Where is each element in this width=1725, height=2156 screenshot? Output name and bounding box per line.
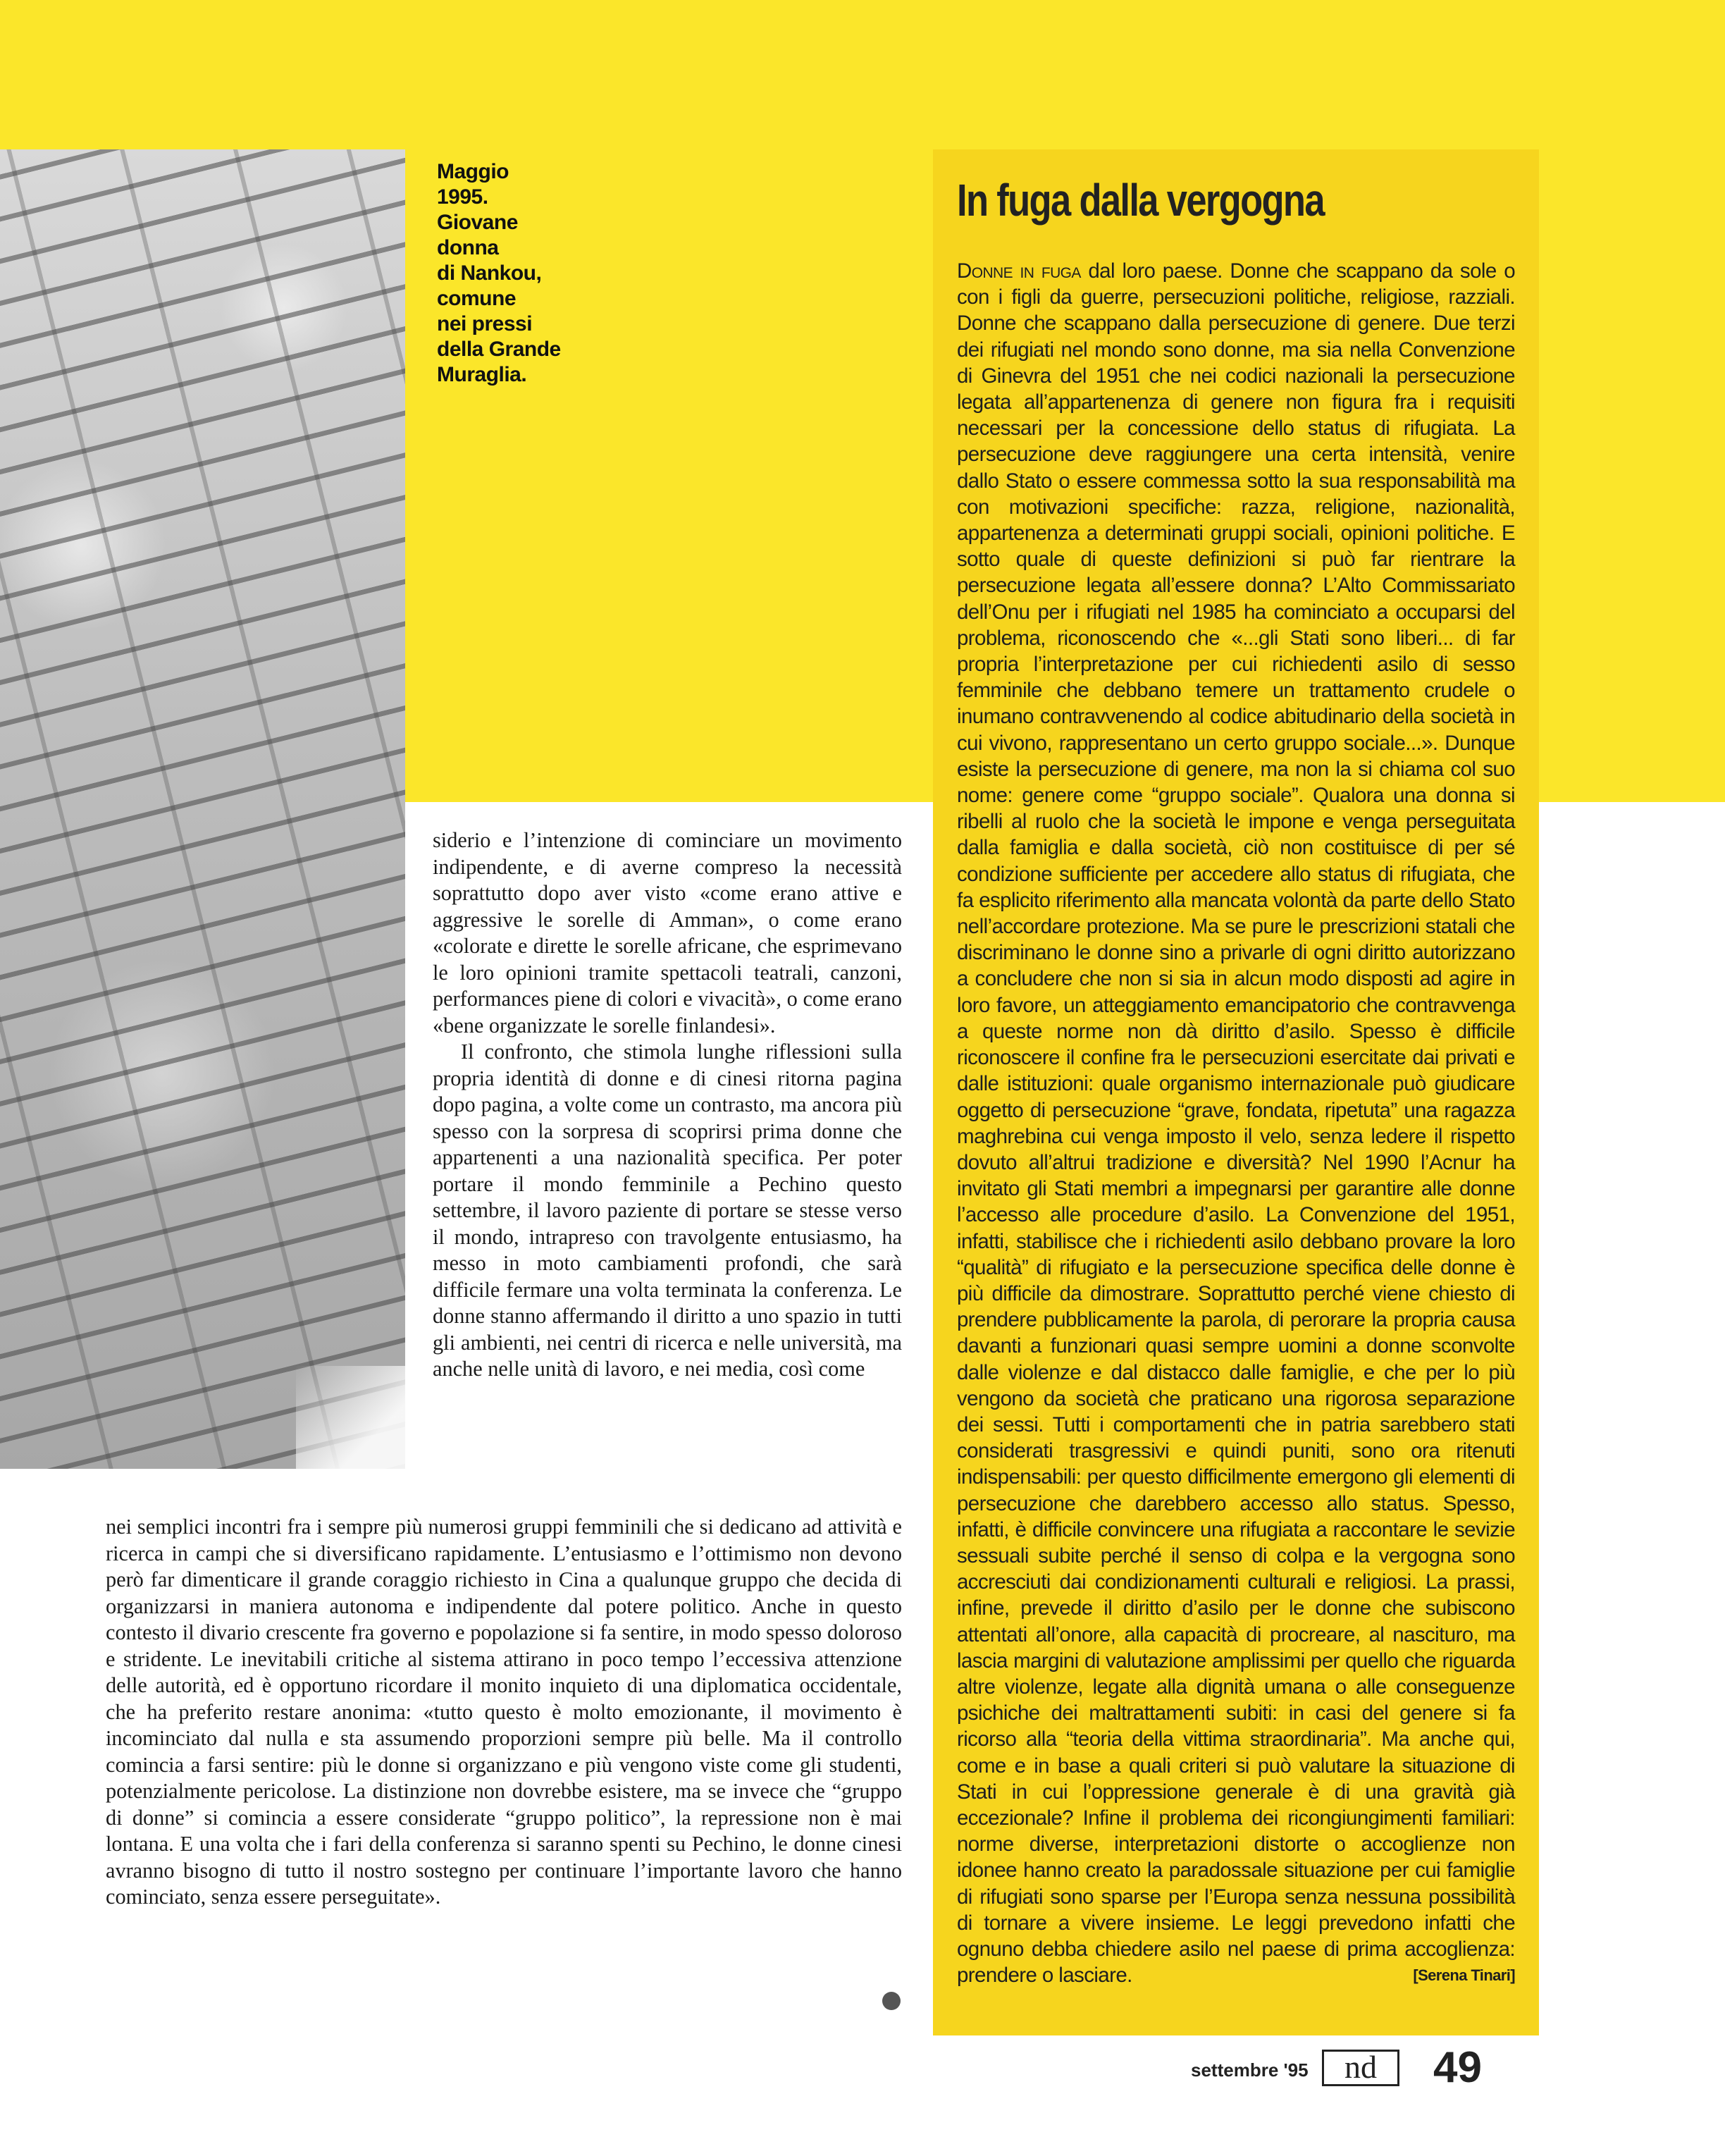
page-number: 49	[1433, 2043, 1482, 2092]
caption-line: Maggio	[437, 160, 509, 183]
sidebar-body	[957, 258, 1515, 1988]
sidebar-box	[933, 149, 1539, 2035]
article-paragraph-2-continued: nei semplici incontri fra i sempre più numerosi gruppi femminili che si dedicano ad attività e ricerca in campi che si diversificano rapidamente. L’entusiasmo e l’ottimismo non devono però far dimenticare il grande coraggio richiesto in Cina a qualunque gruppo che decida di organizzarsi in maniera autonoma e indipendente dal potere politico. Anche in questo contesto il divario crescente fra governo e popolazione si fa sentire, in modo spesso doloroso e stridente. Le inevitabili critiche al sistema attirano in poco tempo l’eccessiva attenzione delle autorità, ed è opportuno ricordare il monito inquieto di una diplomatica occidentale, che ha preferito restare anonima: «tutto questo è molto emozionante, il movimento è incominciato dal nulla e sta assumendo proporzioni sempre più belle. Ma il controllo comincia a farsi sentire: più le donne si organizzano e più vengono viste come gli studenti, potenzialmente pericolose. La distinzione non dovrebbe esistere, ma se invece che “gruppo di donne” si comincia a essere considerate “gruppo politico”, la repressione non è mai lontana. E una volta che i fari della conferenza si saranno spenti su Pechino, le donne cinesi avranno bisogno di tutto il nostro sostegno per continuare l’importante lavoro che hanno cominciato, senza essere perseguitate».	[106, 1515, 902, 1909]
caption-line: nei pressi	[437, 312, 533, 335]
caption-line: comune	[437, 287, 517, 310]
article-column	[433, 827, 902, 1383]
article-paragraph-2: Il confronto, che stimola lunghe riflessioni sulla propria identità di donne e di cinesi ritorna pagina dopo pagina, a volte come un contrasto, ma ancora più spesso con la sorpresa di scoprirsi prima donne che appartenenti a una nazionalità specifica. Per poter portare il mondo femminile a Pechino questo settembre, il lavoro paziente di portare se stesse verso il mondo, intrapreso con travolgente entusiasmo, ha messo in moto cambiamenti profondi, che sarà difficile fermare una volta terminata la conferenza. Le donne stanno affermando il diritto a uno spazio in tutti gli ambienti, nei centri di ricerca e nelle università, ma anche nelle unità di lavoro, e nei media, così come	[433, 1040, 902, 1381]
brick-wall-photo	[0, 149, 405, 1469]
article-paragraph-1: siderio e l’intenzione di cominciare un movimento indipendente, e di averne compreso la necessità soprattutto dopo aver visto «come erano attive e aggressive le sorelle di Amman», o come erano «colorate e dirette le sorelle africane, che esprimevano le loro opinioni tramite spettacoli teatrali, canzoni, performances piene di colori e vivacità», o come erano «bene organizzate le sorelle finlandesi».	[433, 828, 902, 1037]
caption-line: Muraglia.	[437, 363, 527, 386]
end-of-article-dot	[882, 1992, 901, 2010]
photo-fade	[296, 1366, 405, 1469]
article-wide-block	[106, 1514, 902, 1911]
caption-line: della Grande	[437, 338, 561, 361]
sidebar-lead: Donne in fuga	[957, 259, 1081, 283]
sidebar-byline: [Serena Tinari]	[1413, 1966, 1515, 1985]
page-footer	[1191, 2044, 1508, 2100]
sidebar-title: In fuga dalla vergogna	[957, 175, 1324, 226]
issue-date: settembre '95	[1191, 2059, 1309, 2081]
photo-caption	[437, 159, 571, 388]
magazine-logo: nd	[1322, 2050, 1399, 2086]
caption-line: donna	[437, 236, 499, 259]
caption-line: Giovane	[437, 211, 518, 234]
caption-line: di Nankou,	[437, 261, 542, 285]
sidebar-text: dal loro paese. Donne che scappano da sole o con i figli da guerre, persecuzioni politiche, religiose, razziali. Donne che scappano dalla persecuzione di genere. Due terzi dei rifugiati nel mondo sono donne, ma sia nella Convenzione di Ginevra del 1951 che nei codici nazionali la persecuzione legata all’appartenenza di genere non figura fra i requisiti necessari per la concessione dello status di rifugiata. La persecuzione deve raggiungere una certa intensità, venire dallo Stato o essere commessa sotto la sua responsabilità ma con motivazioni specifiche: razza, religione, nazionalità, appartenenza a determinati gruppi sociali, opinioni politiche. E sotto quale di queste definizioni si può far rientrare la persecuzione legata all’essere donna? L’Alto Commissariato dell’Onu per i rifugiati nel 1985 ha cominciato a occuparsi del problema, riconoscendo che «...gli Stati sono liberi... di far propria l’interpretazione per cui richiedenti asilo di sesso femminile che debbano temere un trattamento crudele o inumano contravvenendo al codice abitudinario della società in cui vivono, rappresentano un certo gruppo sociale...». Dunque esiste la persecuzione di genere, ma non la si chiama col suo nome: genere come “gruppo sociale”. Qualora una donna si ribelli al ruolo che la società le impone e venga perseguitata dalla famiglia e dalla società, ciò non costituisce di per sé condizione sufficiente per accedere allo status di rifugiata, che fa esplicito riferimento alla mancata volontà da parte dello Stato nell’accordare protezione. Ma se pure le prescrizioni statali che discriminano le donne sino a privarle di ogni diritto autorizzano a concludere che non si sia in alcun modo disposti ad agire in loro favore, un atteggiamento emancipatorio che contravvenga a queste norme non dà diritto d’asilo. Spesso è difficile riconoscere il confine fra le persecuzioni esercitate dai privati e dalle istituzioni: quale organismo internazionale può giudicare oggetto di persecuzione “grave, fondata, ripetuta” una ragazza maghrebina cui venga imposto il velo, senza ledere il rispetto dovuto all’altrui tradizione e diversità? Nel 1990 l’Acnur ha invitato gli Stati membri a impegnarsi per garantire alle donne l’accesso alle procedure d’asilo. La Convenzione del 1951, infatti, stabilisce che i richiedenti asilo debbano provare la loro “qualità” di rifugiato e la persecuzione specifica delle donne è più difficile da dimostrare. Soprattutto perché viene chiesto di prendere pubblicamente la parola, di perorare la propria causa davanti a funzionari quasi sempre uomini a donne sconvolte dalle violenze e dal distacco dalle famiglie, e che per lo più vengono da società che praticano una rigorosa separazione dei sessi. Tutti i comportamenti che in patria sarebbero stati considerati trasgressivi e quindi puniti, sono ora ritenuti indispensabili: per questo difficilmente emergono gli elementi di persecuzione che darebbero accesso allo status. Spesso, infatti, è difficile convincere una rifugiata a raccontare le sevizie sessuali subite perché il senso di colpa e la vergogna sono accresciuti dai condizionamenti culturali e religiosi. La prassi, infine, prevede il diritto d’asilo per le donne che subiscono attentati all’onore, alla capacità di procreare, al nascituro, ma lascia margini di valutazione amplissimi per quello che riguarda altre violenze, legate alla dignità umana o alle conseguenze psichiche dei maltrattamenti subiti: in casi del genere si fa ricorso alla “teoria della vittima straordinaria”. Ma anche qui, come e in base a quali criteri si può valutare la situazione di Stati in cui l’oppressione generale è di una gravità già eccezionale? Infine il problema dei ricongiungimenti familiari: norme diverse, interpretazioni distorte o accoglienze non idonee hanno creato la paradossale situazione per cui famiglie di rifugiati sono sparse per l’Europa senza nessuna possibilità di tornare a vivere insieme. Le leggi prevedono infatti che ognuno debba chiedere asilo nel paese di prima accoglienza: prendere o lasciare.	[957, 259, 1516, 1988]
caption-line: 1995.	[437, 185, 488, 209]
